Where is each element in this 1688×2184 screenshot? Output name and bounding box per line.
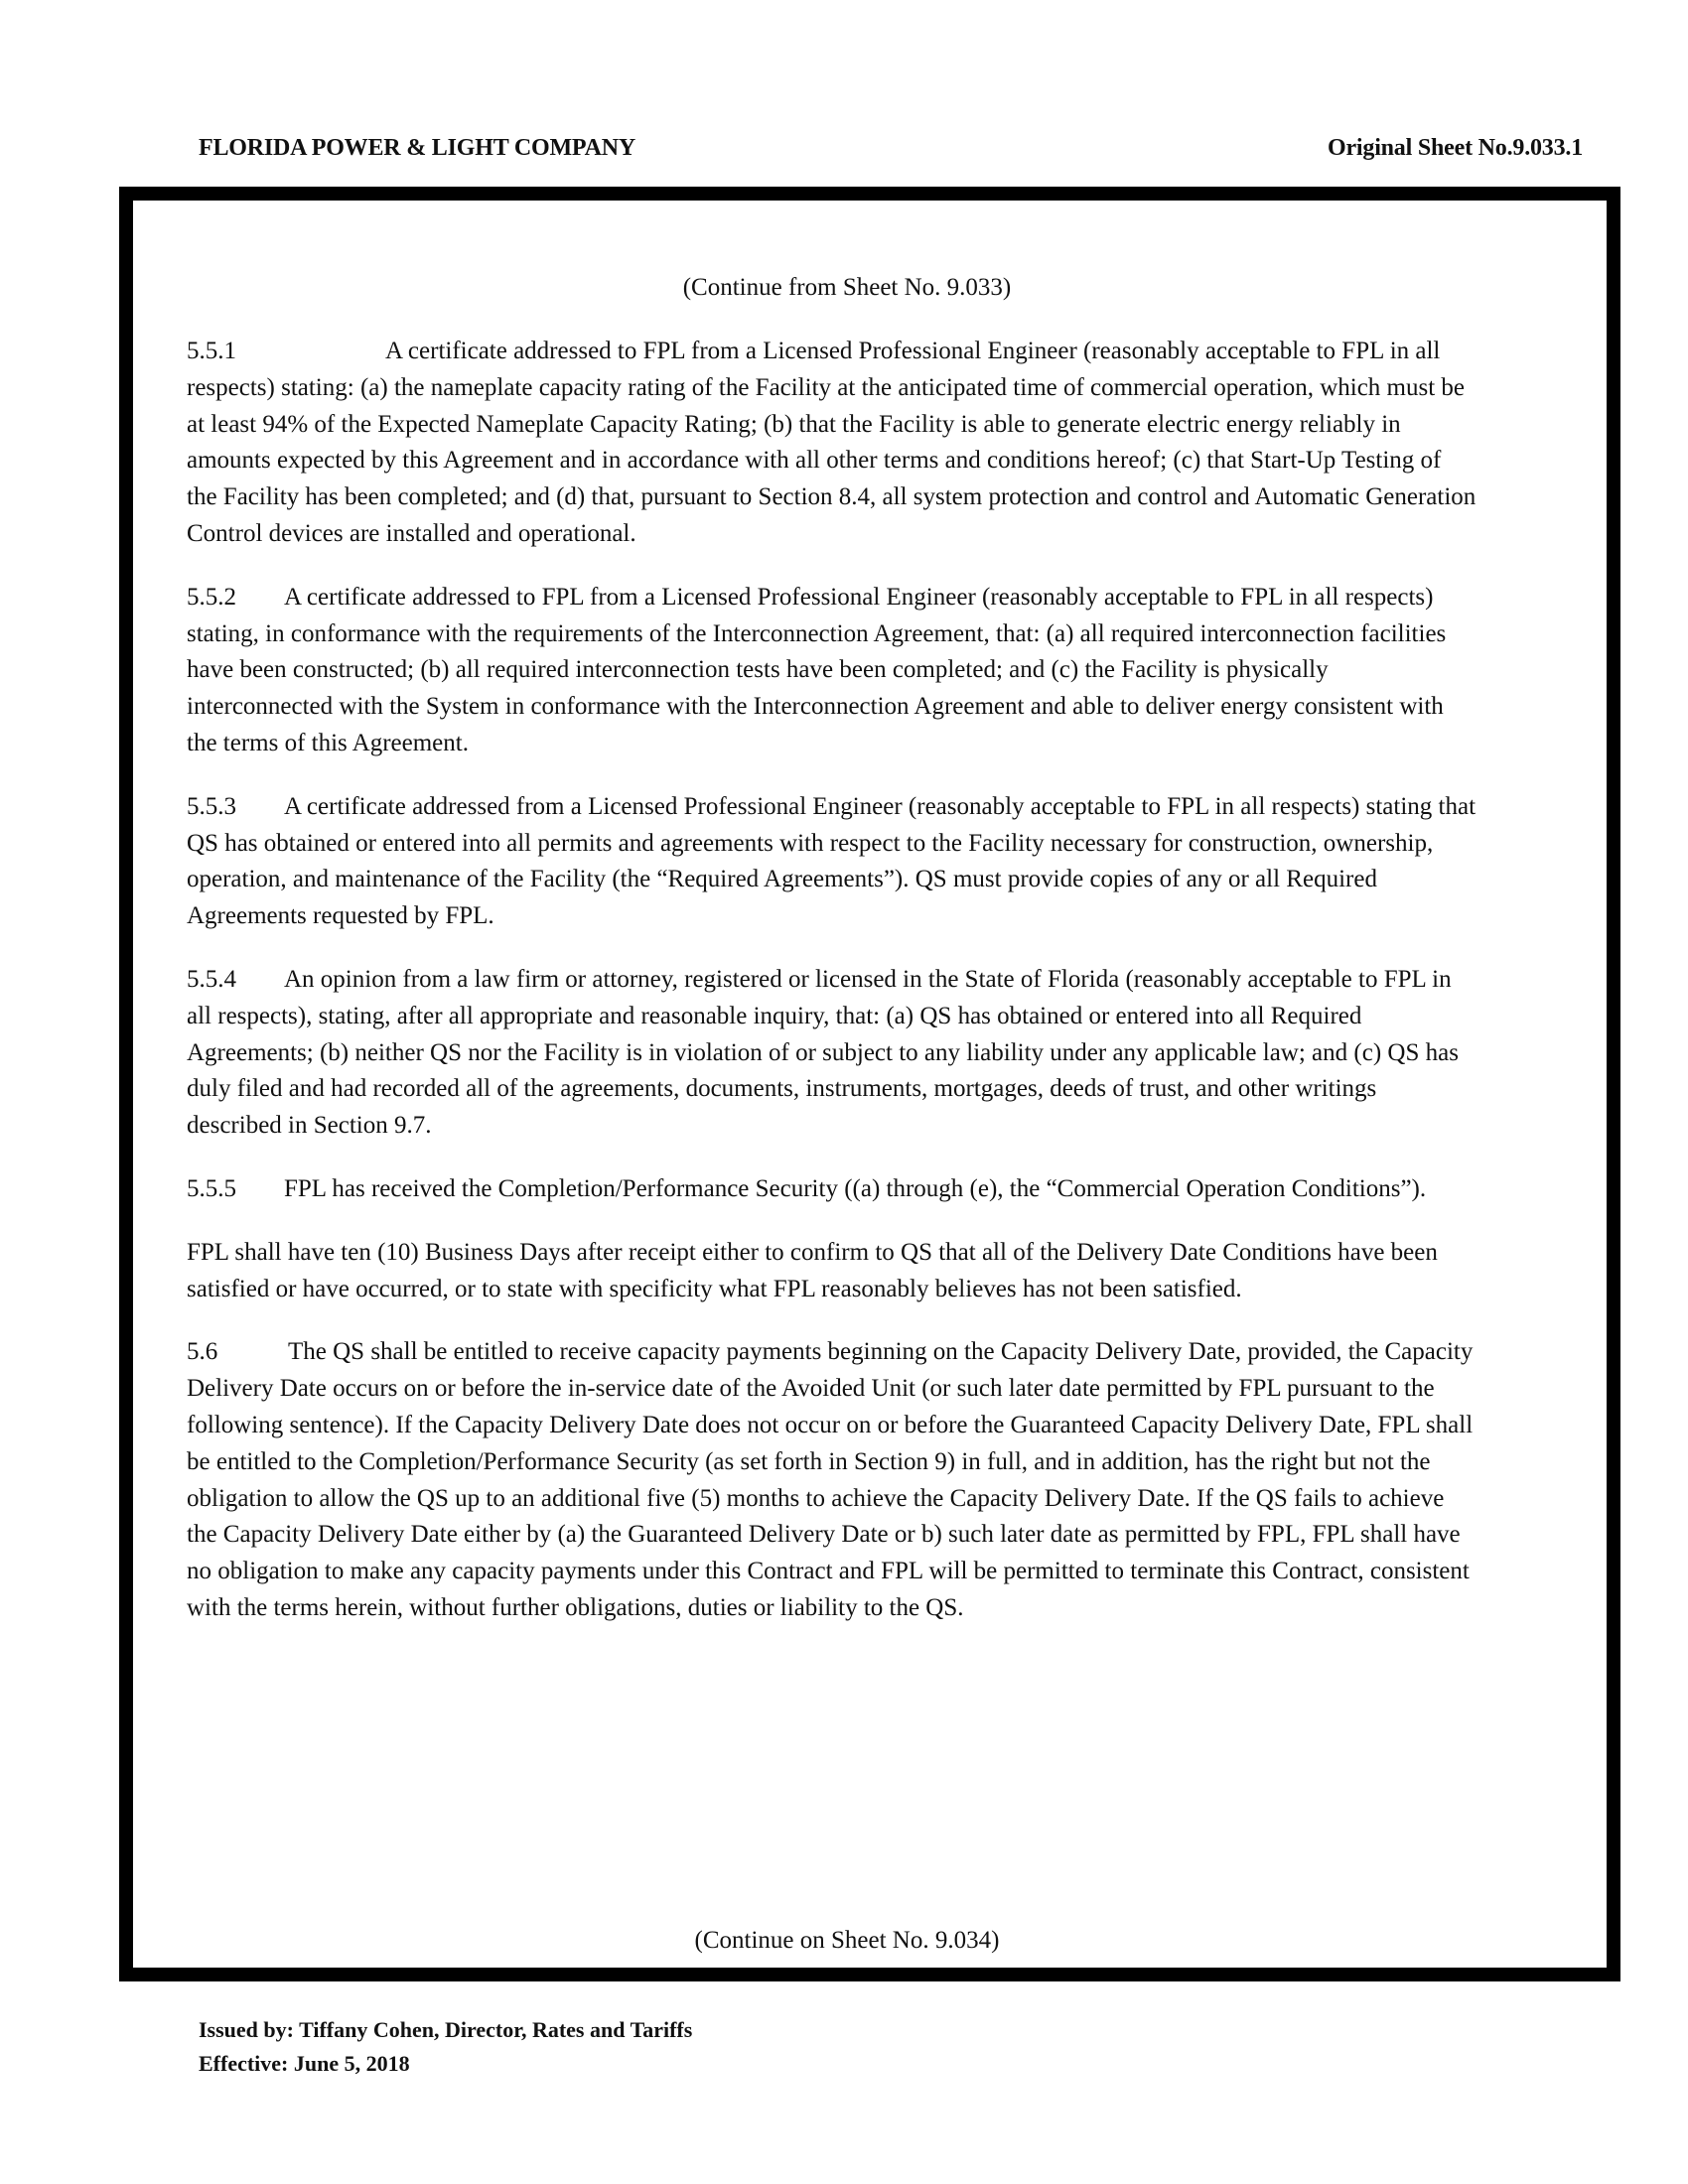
section-5-5-5 bbox=[187, 1171, 1477, 1208]
section-5-5-4 bbox=[187, 962, 1477, 1145]
section-5-6 bbox=[187, 1334, 1477, 1626]
section-text: A certificate addressed to FPL from a Licensed Professional Engineer (reasonably acceptable to FPL in all respects) stating: (a) the nameplate capacity rating of the Facility at the anticipated time of commercial operation, which must be at least 94% of the Expected Nameplate Capacity Rating; (b) that the Facility is able to generate electric energy reliably in amounts expected by this Agreement and in accordance with all other terms and conditions hereof; (c) that Start-Up Testing of the Facility has been completed; and (d) that, pursuant to Section 8.4, all system protection and control and Automatic Generation Control devices are installed and operational. bbox=[187, 338, 1477, 547]
continue-on-note: (Continue on Sheet No. 9.034) bbox=[694, 1927, 1000, 1954]
company-name: FLORIDA POWER & LIGHT COMPANY bbox=[199, 135, 635, 161]
footer bbox=[199, 2013, 692, 2081]
section-text: FPL has received the Completion/Performance Security ((a) through (e), the “Commercial Operation Conditions”). bbox=[284, 1174, 1427, 1202]
section-number: 5.5.3 bbox=[187, 792, 236, 820]
document-frame bbox=[119, 187, 1620, 1981]
frame-content bbox=[187, 201, 1507, 1968]
section-5-5-1 bbox=[187, 334, 1477, 553]
section-number: 5.6 bbox=[187, 1338, 218, 1366]
issued-by: Issued by: Tiffany Cohen, Director, Rates and Tariffs bbox=[199, 2017, 693, 2042]
section-text: FPL shall have ten (10) Business Days after receipt either to confirm to QS that all of the Delivery Date Conditions have been satisfied or have occurred, or to state with specificity what FPL reasonably believes has not been satisfied. bbox=[187, 1238, 1438, 1302]
section-text: A certificate addressed to FPL from a Licensed Professional Engineer (reasonably acceptable to FPL in all respects) stating, in conformance with the requirements of the Interconnection Agreement, that: (a) all required interconnection facilities have been constructed; (b) all required interconnection tests have been completed; and (c) the Facility is physically interconnected with the System in conformance with the Interconnection Agreement and able to deliver energy consistent with the terms of this Agreement. bbox=[187, 583, 1447, 756]
section-text: The QS shall be entitled to receive capacity payments beginning on the Capacity Delivery Date, provided, the Capacity Delivery Date occurs on or before the in-service date of the Avoided Unit (or such later date permitted by FPL pursuant to the following sentence). If the Capacity Delivery Date does not occur on or before the Guaranteed Capacity Delivery Date, FPL shall be entitled to the Completion/Performance Security (as set forth in Section 9) in full, and in addition, has the right but not the obligation to allow the QS up to an additional five (5) months to achieve the Capacity Delivery Date. If the QS fails to achieve the Capacity Delivery Date either by (a) the Guaranteed Delivery Date or b) such later date as permitted by FPL, FPL shall have no obligation to make any capacity payments under this Contract and FPL will be permitted to terminate this Contract, consistent with the terms herein, without further obligations, duties or liability to the QS. bbox=[187, 1338, 1474, 1621]
section-5-5-2 bbox=[187, 580, 1477, 762]
effective-date: Effective: June 5, 2018 bbox=[199, 2051, 410, 2076]
section-number: 5.5.4 bbox=[187, 965, 236, 993]
section-text: An opinion from a law firm or attorney, registered or licensed in the State of Florida (reasonably acceptable to FPL in all respects), stating, after all appropriate and reasonable inquiry, that: (a) QS has obtained or entered into all Required Agreements; (b) neither QS nor the Facility is in violation of or subject to any liability under any applicable law; and (c) QS has duly filed and had recorded all of the agreements, documents, instruments, mortgages, deeds of trust, and other writings described in Section 9.7. bbox=[187, 965, 1459, 1140]
section-number: 5.5.5 bbox=[187, 1174, 236, 1202]
section-5-5-3 bbox=[187, 789, 1477, 935]
sheet-number: Original Sheet No.9.033.1 bbox=[1328, 135, 1583, 161]
review-paragraph bbox=[187, 1235, 1477, 1308]
tariff-body bbox=[187, 334, 1477, 1654]
continue-from-note: (Continue from Sheet No. 9.033) bbox=[682, 274, 1012, 301]
section-number: 5.5.1 bbox=[187, 338, 236, 364]
section-number: 5.5.2 bbox=[187, 583, 236, 611]
section-text: A certificate addressed from a Licensed Professional Engineer (reasonably acceptable to FPL in all respects) stating that QS has obtained or entered into all permits and agreements with respect to the Facility necessary for construction, ownership, operation, and maintenance of the Facility (the “Required Agreements”). QS must provide copies of any or all Required Agreements requested by FPL. bbox=[187, 792, 1477, 930]
